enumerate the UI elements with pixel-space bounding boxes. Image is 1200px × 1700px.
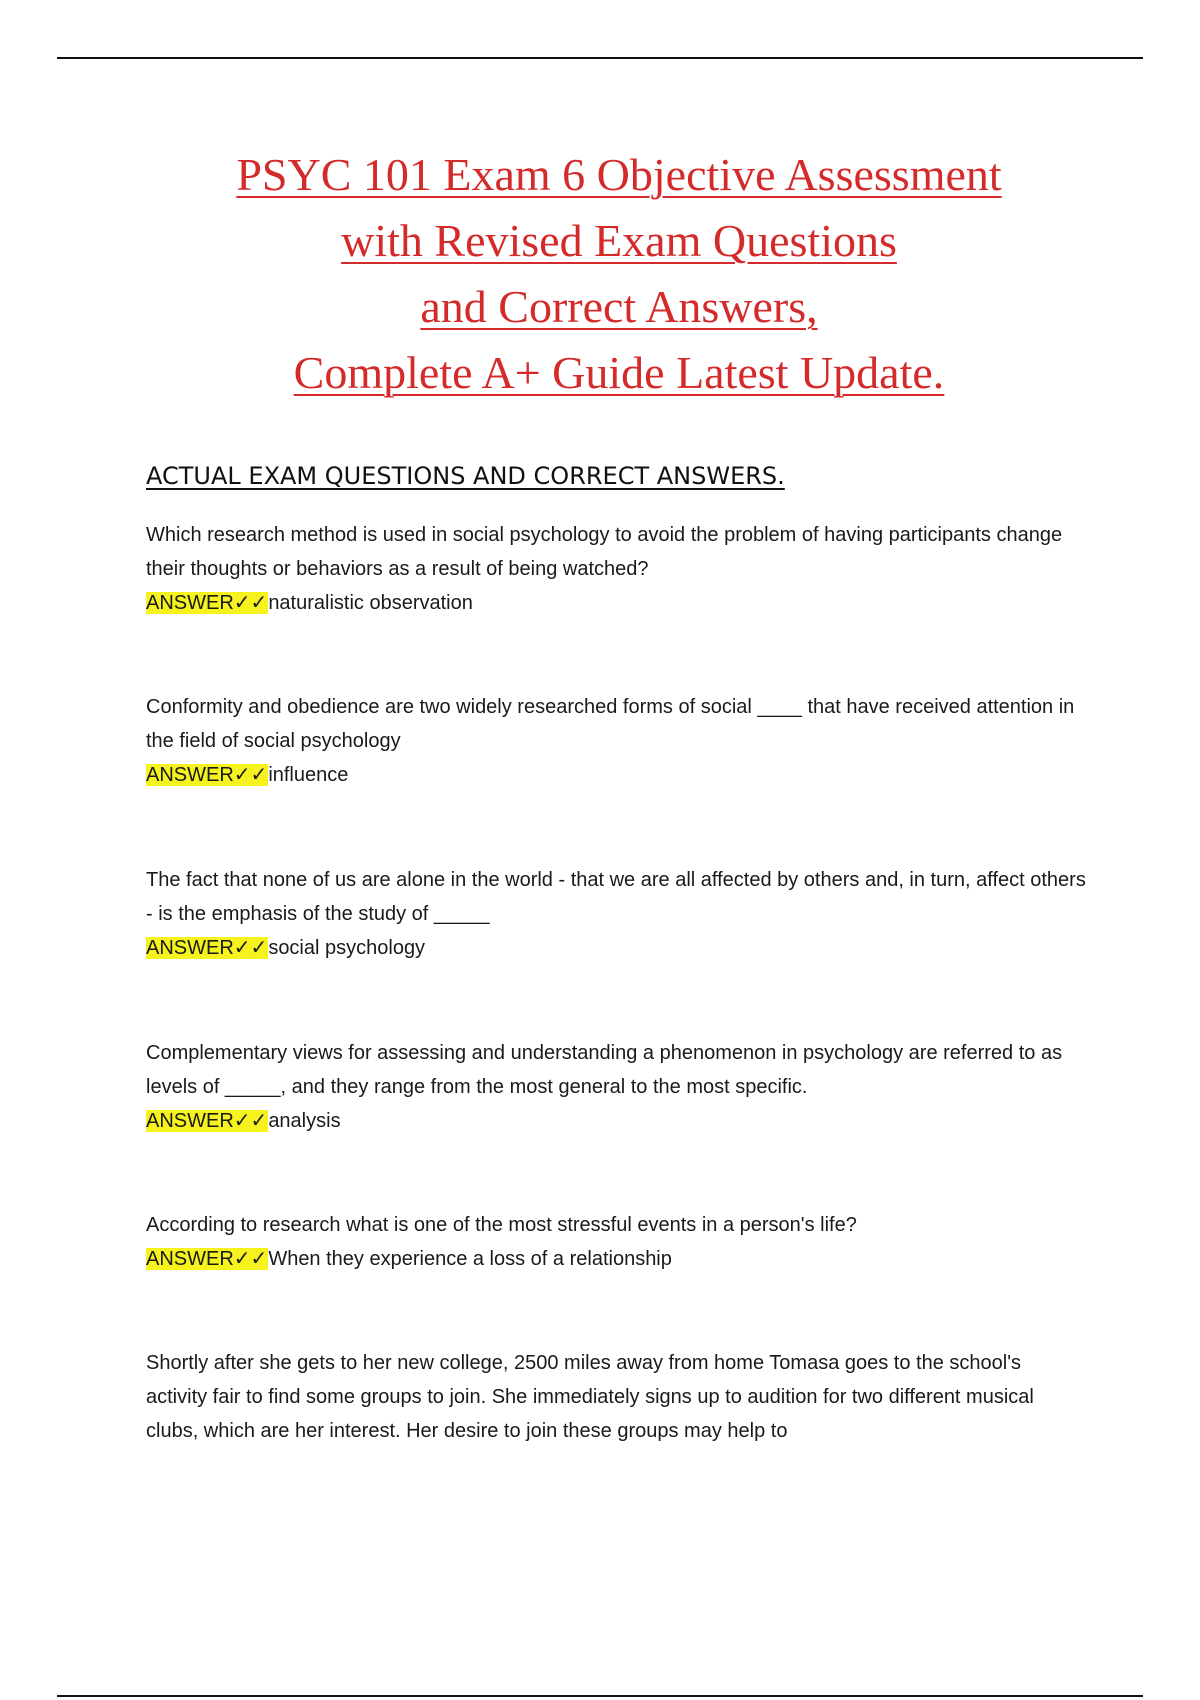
qa-item-3	[146, 863, 1086, 965]
answer-line	[146, 1104, 1086, 1138]
question-text: Which research method is used in social psychology to avoid the problem of having participants change their thoughts or behaviors as a result of being watched?	[146, 524, 1063, 580]
answer-line	[146, 931, 1086, 965]
answer-label: ANSWER✓✓	[146, 1248, 268, 1270]
title-line-1: PSYC 101 Exam 6 Objective Assessment	[236, 149, 1002, 200]
answer-label: ANSWER✓✓	[146, 937, 268, 959]
qa-item-4	[146, 1036, 1086, 1138]
bottom-rule	[57, 1695, 1143, 1697]
answer-text: naturalistic observation	[268, 592, 473, 614]
question-text: Conformity and obedience are two widely researched forms of social ____ that have received attention in the field of social psychology	[146, 696, 1075, 752]
qa-item-1	[146, 518, 1086, 620]
answer-line	[146, 586, 1086, 620]
answer-text: analysis	[268, 1110, 341, 1132]
answer-text: When they experience a loss of a relationship	[268, 1248, 672, 1270]
title-line-4: Complete A+ Guide Latest Update.	[293, 347, 945, 398]
title-line-2: with Revised Exam Questions	[341, 215, 897, 266]
answer-label: ANSWER✓✓	[146, 592, 268, 614]
top-rule	[57, 57, 1143, 59]
section-heading: ACTUAL EXAM QUESTIONS AND CORRECT ANSWERS.	[146, 462, 785, 490]
answer-text: social psychology	[268, 937, 426, 959]
question-text: Shortly after she gets to her new college, 2500 miles away from home Tomasa goes to the school's activity fair to find some groups to join. She immediately signs up to audition for two different musical clubs, which are her interest. Her desire to join these groups may help to	[146, 1352, 1034, 1442]
question-text: According to research what is one of the most stressful events in a person's life?	[146, 1214, 857, 1236]
title-line-3: and Correct Answers,	[420, 281, 818, 332]
answer-line	[146, 1242, 1086, 1276]
qa-item-2	[146, 690, 1086, 792]
answer-text: influence	[268, 764, 349, 786]
question-text: The fact that none of us are alone in the world - that we are all affected by others and, in turn, affect others - is the emphasis of the study of _____	[146, 869, 1086, 925]
question-text: Complementary views for assessing and understanding a phenomenon in psychology are referred to as levels of _____, and they range from the most general to the most specific.	[146, 1042, 1063, 1098]
answer-line	[146, 758, 1086, 792]
answer-label: ANSWER✓✓	[146, 1110, 268, 1132]
answer-label: ANSWER✓✓	[146, 764, 268, 786]
qa-item-5	[146, 1208, 1086, 1276]
document-title	[0, 142, 1200, 406]
qa-item-6	[146, 1346, 1086, 1448]
